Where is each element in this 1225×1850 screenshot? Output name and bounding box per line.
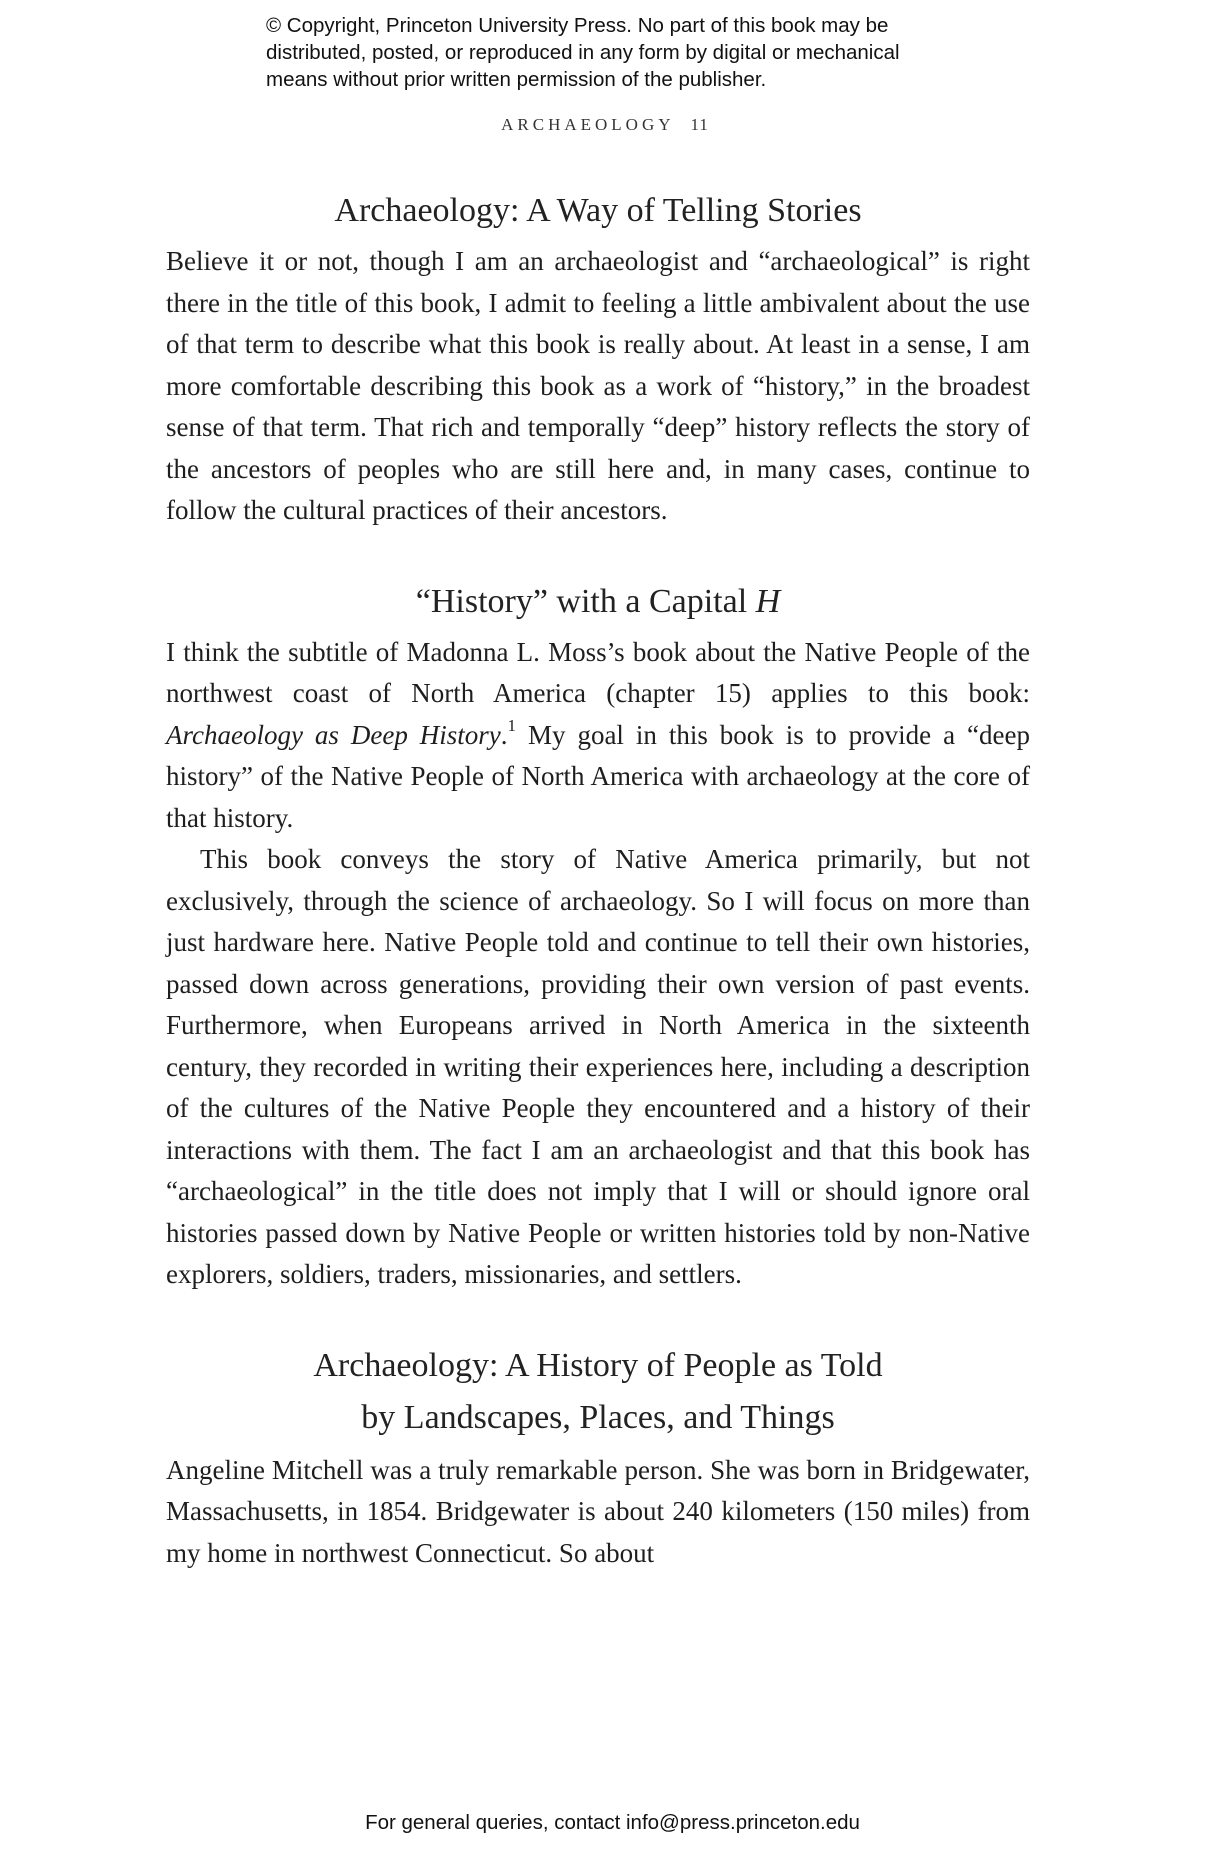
heading-line: Archaeology: A History of People as Told — [313, 1346, 883, 1384]
paragraph-deep-history — [166, 632, 1030, 840]
section-heading-telling-stories: Archaeology: A Way of Telling Stories — [334, 192, 862, 229]
running-head — [0, 115, 1210, 135]
copyright-notice — [266, 12, 1026, 93]
paragraph-text: My goal in this book is to provide a “deep history” of the Native People of North America with archaeology at the core of that history. — [166, 719, 1030, 833]
copyright-line: © Copyright, Princeton University Press. No part of this book may be — [266, 14, 889, 37]
copyright-line: distributed, posted, or reproduced in any form by digital or mechanical — [266, 41, 900, 64]
heading-text: “History” with a Capital — [415, 582, 748, 620]
copyright-line: means without prior written permission of the publisher. — [266, 68, 767, 91]
period: . — [500, 719, 508, 750]
page-body — [166, 185, 1030, 1574]
page-number: 11 — [690, 115, 709, 134]
paragraph-text: I think the subtitle of Madonna L. Moss’s book about the Native People of the northwest coast of North America (chapter 15) applies to this book: — [166, 636, 1030, 708]
paragraph-angeline-mitchell: Angeline Mitchell was a truly remarkable person. She was born in Bridgewater, Massachusetts, in 1854. Bridgewater is about 240 kilometers (150 miles) from my home in northwest Connecticut. So about — [166, 1454, 1030, 1568]
book-subtitle-italic: Archaeology as Deep History — [166, 719, 501, 750]
paragraph-native-america: This book conveys the story of Native America primarily, but not exclusively, through the science of archaeology. So I will focus on more than just hardware here. Native People told and continue to tell their own histories, passed down across generations, providing their own version of past events. Furthermore, when Europeans arrived in North America in the sixteenth century, they recorded in writing their experiences here, including a description of the cultures of the Native People they encountered and a history of their interactions with them. The fact I am an archaeologist and that this book has “archaeological” in the title does not imply that I will or should ignore oral histories passed down by Native People or written histories told by non-Native explorers, soldiers, traders, missionaries, and settlers. — [166, 844, 1030, 1289]
section-heading-landscapes-places-things — [166, 1340, 1030, 1444]
section-heading-history-capital-h — [166, 576, 1030, 628]
paragraph-ambivalent: Believe it or not, though I am an archaeologist and “archaeological” is right there in the title of this book, I admit to feeling a little ambivalent about the use of that term to describe what this book is really about. At least in a sense, I am more comfortable describing this book as a work of “history,” in the broadest sense of that term. That rich and temporally “deep” history reflects the story of the ancestors of peoples who are still here and, in many cases, continue to follow the cultural practices of their ancestors. — [166, 246, 1030, 525]
running-head-title: ARCHAEOLOGY — [501, 115, 675, 134]
heading-line: by Landscapes, Places, and Things — [361, 1398, 835, 1436]
heading-italic-letter: H — [755, 582, 781, 620]
footer-contact: For general queries, contact info@press.princeton.edu — [365, 1811, 860, 1834]
footnote-marker: 1 — [507, 715, 517, 735]
